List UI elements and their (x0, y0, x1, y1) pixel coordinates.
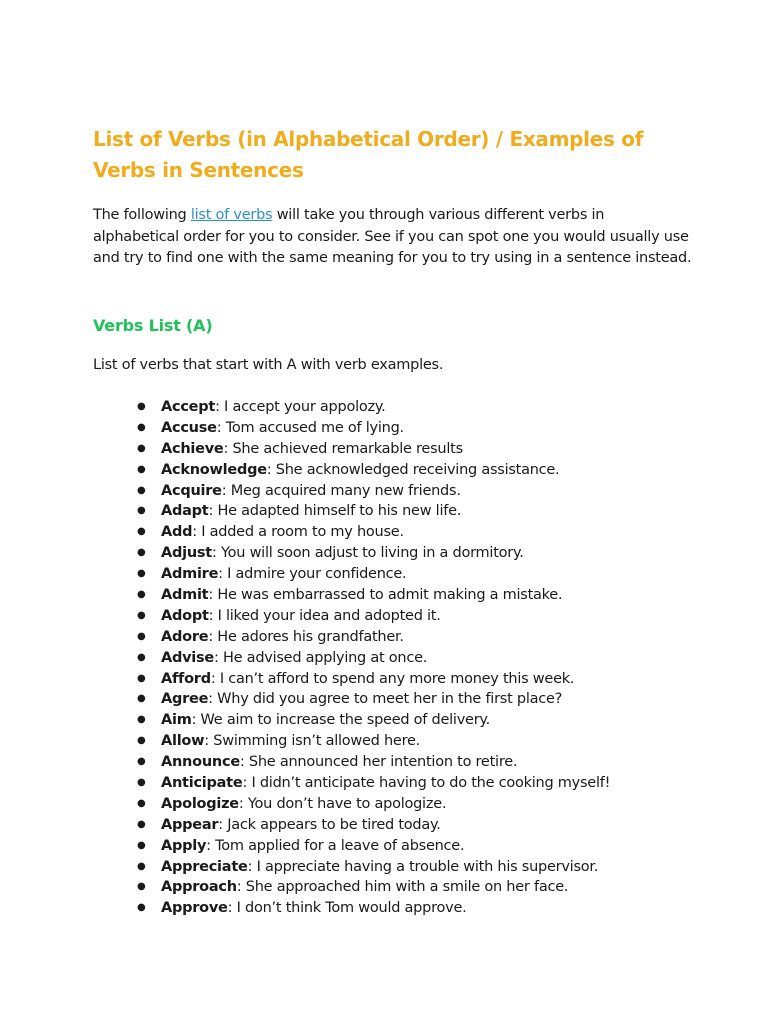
list-item (137, 460, 721, 481)
verb-word: Add (161, 524, 193, 541)
bullet-icon: ● (137, 568, 146, 580)
list-item (137, 501, 721, 522)
list-item (137, 481, 721, 502)
verb-example: : He was embarrassed to admit making a mistake. (208, 587, 563, 604)
verb-word: Aim (161, 712, 192, 729)
verb-word: Approve (161, 900, 228, 917)
verb-example: : I added a room to my house. (192, 524, 404, 541)
verb-example: : Why did you agree to meet her in the first place? (208, 691, 563, 708)
verb-word: Advise (161, 649, 214, 666)
verb-word: Accuse (161, 419, 217, 436)
verb-word: Acquire (161, 482, 222, 499)
bullet-icon: ● (137, 442, 146, 454)
verb-word: Achieve (161, 440, 224, 457)
verb-example: : Jack appears to be tired today. (218, 816, 441, 833)
list-item (137, 585, 721, 606)
verb-word: Anticipate (161, 775, 243, 792)
list-item (137, 836, 721, 857)
verb-word: Apologize (161, 795, 239, 812)
list-of-verbs-link[interactable]: list of verbs (190, 207, 273, 223)
bullet-icon: ● (137, 756, 146, 768)
section-lead: List of verbs that start with A with verb examples. (93, 357, 444, 373)
verb-list (137, 397, 721, 919)
list-item (137, 439, 721, 460)
list-item (137, 418, 721, 439)
verb-example: : Swimming isn’t allowed here. (204, 733, 421, 750)
bullet-icon: ● (137, 505, 146, 517)
verb-example: : We aim to increase the speed of delivery. (191, 712, 491, 729)
list-item (137, 627, 721, 648)
bullet-icon: ● (137, 421, 146, 433)
section-heading: Verbs List (A) (93, 316, 213, 335)
verb-word: Admire (161, 566, 219, 583)
verb-example: : You don’t have to apologize. (238, 795, 447, 812)
bullet-icon: ● (137, 630, 146, 642)
list-item (137, 773, 721, 794)
verb-example: : Tom accused me of lying. (216, 419, 404, 436)
list-item (137, 752, 721, 773)
bullet-icon: ● (137, 609, 146, 621)
verb-example: : Tom applied for a leave of absence. (206, 837, 465, 854)
verb-word: Accept (161, 399, 216, 415)
intro-paragraph (93, 205, 693, 270)
verb-example: : I liked your idea and adopted it. (208, 607, 441, 624)
verb-word: Afford (161, 670, 211, 687)
list-item (137, 898, 721, 919)
verb-word: Adore (161, 628, 209, 645)
bullet-icon: ● (137, 463, 146, 475)
verb-example: : She acknowledged receiving assistance. (266, 461, 560, 478)
bullet-icon: ● (137, 526, 146, 538)
verb-example: : She achieved remarkable results (223, 440, 463, 457)
list-item (137, 815, 721, 836)
verb-example: : He adapted himself to his new life. (208, 503, 462, 520)
bullet-icon: ● (137, 547, 146, 559)
verb-word: Announce (161, 754, 240, 771)
bullet-icon: ● (137, 797, 146, 809)
intro-text-start: The following (93, 207, 191, 223)
verb-example: : Meg acquired many new friends. (221, 482, 461, 499)
verb-example: : I appreciate having a trouble with his supervisor. (247, 858, 599, 875)
bullet-icon: ● (137, 777, 146, 789)
bullet-icon: ● (137, 818, 146, 830)
bullet-icon: ● (137, 881, 146, 893)
verb-word: Acknowledge (161, 461, 267, 478)
list-item (137, 857, 721, 878)
bullet-icon: ● (137, 902, 146, 914)
verb-word: Adapt (161, 503, 209, 520)
list-item (137, 794, 721, 815)
verb-example: : I accept your appolozy. (215, 399, 386, 415)
bullet-icon: ● (137, 714, 146, 726)
verb-example: : You will soon adjust to living in a dormitory. (211, 545, 524, 562)
verb-example: : She announced her intention to retire. (239, 754, 518, 771)
list-item (137, 543, 721, 564)
bullet-icon: ● (137, 401, 146, 412)
list-item (137, 877, 721, 898)
bullet-icon: ● (137, 589, 146, 601)
bullet-icon: ● (137, 651, 146, 663)
verb-example: : I don’t think Tom would approve. (227, 900, 467, 917)
bullet-icon: ● (137, 839, 146, 851)
bullet-icon: ● (137, 484, 146, 496)
list-item (137, 564, 721, 585)
verb-word: Approach (161, 879, 237, 896)
verb-word: Appear (161, 816, 219, 833)
bullet-icon: ● (137, 693, 146, 705)
document-page (93, 124, 693, 917)
bullet-icon: ● (137, 672, 146, 684)
list-item (137, 710, 721, 731)
verb-word: Adjust (161, 545, 212, 562)
list-item (137, 669, 721, 690)
verb-word: Apply (161, 837, 207, 854)
bullet-icon: ● (137, 860, 146, 872)
verb-example: : He advised applying at once. (214, 649, 428, 666)
verb-example: : She approached him with a smile on her face. (236, 879, 569, 896)
intro-text-end: will take you through various different verbs in alphabetical order for you to consider. See if you can spot one you would usually use and try to find one with the same meaning for you to try using in a sentence instead. (93, 207, 692, 266)
list-item (137, 397, 721, 418)
verb-example: : I admire your confidence. (218, 566, 407, 583)
verb-word: Allow (161, 733, 205, 750)
verb-word: Adopt (161, 607, 209, 624)
verb-example: : I can’t afford to spend any more money this week. (210, 670, 575, 687)
list-item (137, 648, 721, 669)
list-item (137, 731, 721, 752)
verb-example: : He adores his grandfather. (208, 628, 404, 645)
bullet-icon: ● (137, 735, 146, 747)
list-item (137, 689, 721, 710)
verb-word: Admit (161, 587, 209, 604)
verb-example: : I didn’t anticipate having to do the cooking myself! (242, 775, 611, 792)
page-title: List of Verbs (in Alphabetical Order) / Examples of Verbs in Sentences (93, 127, 644, 182)
verb-word: Agree (161, 691, 209, 708)
verb-word: Appreciate (161, 858, 248, 875)
list-item (137, 606, 721, 627)
list-item (137, 522, 721, 543)
